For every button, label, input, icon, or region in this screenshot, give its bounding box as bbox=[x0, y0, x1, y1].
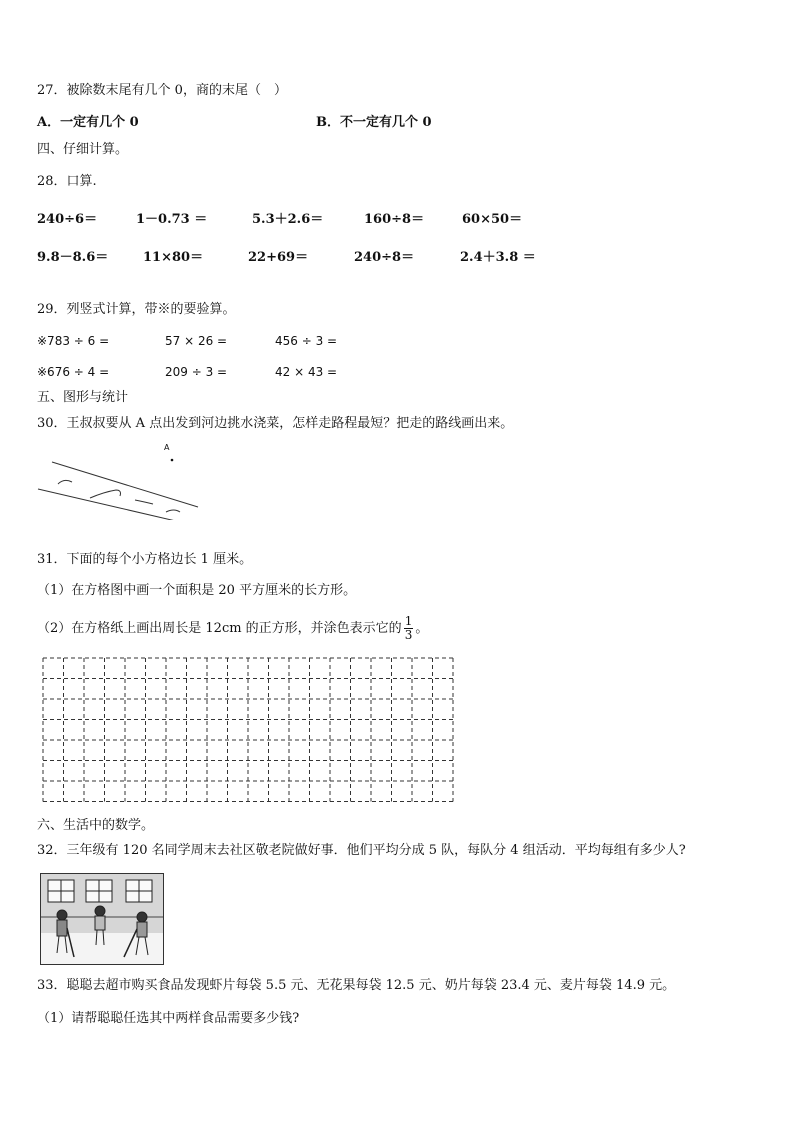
section-4-heading: 四、仔细计算。 bbox=[37, 142, 129, 157]
q28-calc: 11×80＝ bbox=[143, 250, 204, 265]
fraction-numerator: 1 bbox=[404, 614, 413, 628]
ripple bbox=[166, 510, 180, 512]
question-27-option-a: A．一定有几个 0 bbox=[37, 115, 139, 130]
question-27-stem: 27．被除数末尾有几个 0，商的末尾（ ） bbox=[37, 83, 287, 98]
ripple bbox=[135, 500, 153, 504]
question-29-stem: 29．列竖式计算，带※的要验算。 bbox=[37, 302, 236, 317]
question-33-part-1: （1）请帮聪聪任选其中两样食品需要多少钱? bbox=[37, 1011, 300, 1026]
ripple bbox=[58, 480, 72, 484]
q28-calc: 240÷8＝ bbox=[354, 250, 415, 265]
q29-calc: 209 ÷ 3 = bbox=[165, 365, 228, 379]
river-figure bbox=[30, 440, 210, 520]
point-a-label: A bbox=[164, 443, 170, 452]
section-6-heading: 六、生活中的数学。 bbox=[37, 818, 155, 833]
volunteer-illustration bbox=[40, 873, 164, 965]
window bbox=[86, 880, 112, 902]
river-bank-upper bbox=[52, 462, 198, 507]
part-2-text: （2）在方格纸上画出周长是 12cm 的正方形，并涂色表示它的 bbox=[37, 621, 402, 636]
q28-calc: 240÷6＝ bbox=[37, 212, 98, 227]
q29-calc: ※676 ÷ 4 = bbox=[37, 365, 110, 379]
q28-calc: 9.8－8.6＝ bbox=[37, 250, 109, 265]
q29-calc: 42 × 43 = bbox=[275, 365, 338, 379]
fraction-denominator: 3 bbox=[404, 628, 413, 642]
window bbox=[48, 880, 74, 902]
square-grid[interactable] bbox=[40, 655, 456, 807]
q28-calc: 1－0.73 ＝ bbox=[136, 212, 208, 227]
question-31-stem: 31．下面的每个小方格边长 1 厘米。 bbox=[37, 552, 253, 567]
window bbox=[126, 880, 152, 902]
q28-calc: 60×50＝ bbox=[462, 212, 523, 227]
q28-calc: 160÷8＝ bbox=[364, 212, 425, 227]
q28-calc: 22+69＝ bbox=[248, 250, 309, 265]
one-third-fraction bbox=[404, 615, 414, 642]
river-bank-lower bbox=[38, 489, 180, 520]
q29-calc: 57 × 26 = bbox=[165, 334, 228, 348]
question-33-stem: 33．聪聪去超市购买食品发现虾片每袋 5.5 元、无花果每袋 12.5 元、奶片每袋 23.4 元、麦片每袋 14.9 元。 bbox=[37, 978, 676, 993]
q28-calc: 2.4＋3.8 ＝ bbox=[460, 250, 536, 265]
question-27-option-b: B．不一定有几个 0 bbox=[316, 115, 432, 130]
question-31-part-2 bbox=[37, 614, 428, 644]
q29-calc: ※783 ÷ 6 = bbox=[37, 334, 110, 348]
question-32-stem: 32．三年级有 120 名同学周末去社区敬老院做好事．他们平均分成 5 队，每队分 4 组活动．平均每组有多少人? bbox=[37, 843, 686, 858]
q28-calc: 5.3＋2.6＝ bbox=[252, 212, 324, 227]
question-28-stem: 28．口算. bbox=[37, 174, 97, 189]
question-30-stem: 30．王叔叔要从 A 点出发到河边挑水浇菜，怎样走路程最短？把走的路线画出来。 bbox=[37, 416, 514, 431]
question-31-part-1: （1）在方格图中画一个面积是 20 平方厘米的长方形。 bbox=[37, 583, 357, 598]
q29-calc: 456 ÷ 3 = bbox=[275, 334, 338, 348]
section-5-heading: 五、图形与统计 bbox=[37, 390, 129, 405]
part-2-end: 。 bbox=[415, 621, 429, 636]
ripple bbox=[90, 490, 121, 498]
point-a-dot bbox=[171, 459, 174, 462]
